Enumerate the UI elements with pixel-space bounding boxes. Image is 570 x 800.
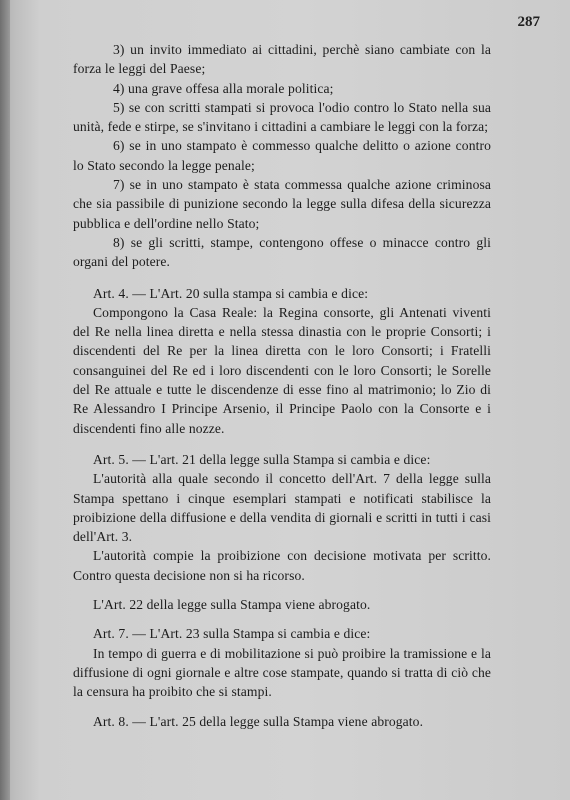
article-6-text: L'Art. 22 della legge sulla Stampa viene abrogato. xyxy=(93,597,371,613)
article-5-heading: Art. 5. — L'art. 21 della legge sulla Stampa si cambia e dice: xyxy=(93,451,431,467)
paragraph-item-3: 3) un invito immediato ai cittadini, perchè siano cambiate con la forza le leggi del Paese; xyxy=(73,42,491,77)
article-5-text-2: L'autorità compie la proibizione con decisione motivata per scritto. Contro questa decisione non si ha ricorso. xyxy=(73,548,491,583)
article-4-text: Compongono la Casa Reale: la Regina consorte, gli Antenati viventi del Re nella linea diretta e nella stessa dinastia con le proprie Consorti; i discendenti del Re per la linea diretta con le loro Consorti; i Fratelli consanguinei del Re ed i loro discendenti con le loro Consorti; le Sorelle del Re attuale e tutte le discendenze di esse fino al matrimonio; lo Zio di Re Alessandro I Principe Arsenio, il Principe Paolo con la Consorte e i discendenti fino alle nozze. xyxy=(73,304,491,436)
paragraph-item-6: 6) se in uno stampato è commesso qualche delitto o azione contro lo Stato secondo la legge penale; xyxy=(73,138,491,173)
paragraph-item-5: 5) se con scritti stampati si provoca l'odio contro lo Stato nella sua unità, fede e stirpe, se s'invitano i cittadini a cambiare le leggi con la forza; xyxy=(73,99,491,135)
paragraph-item-4: 4) una grave offesa alla morale politica; xyxy=(113,80,334,96)
book-spine-shadow xyxy=(0,0,10,800)
paragraph-item-7: 7) se in uno stampato è stata commessa qualche azione criminosa che sia passibile di punizione secondo la legge sulla difesa della sicurezza pubblica e dell'ordine nello Stato; xyxy=(73,177,491,231)
article-4-heading: Art. 4. — L'Art. 20 sulla stampa si cambia e dice: xyxy=(93,285,369,301)
article-8-text: Art. 8. — L'art. 25 della legge sulla Stampa viene abrogato. xyxy=(93,713,424,729)
article-5-text: L'autorità alla quale secondo il concetto dell'Art. 7 della legge sulla Stampa spettano i cinque esemplari stampati e notificati stabilisce la proibizione della diffusione e della vendita di giornali e scritti in tutti i casi dell'Art. 3. xyxy=(73,471,491,545)
paragraph-item-8: 8) se gli scritti, stampe, contengono offese o minacce contro gli organi del potere. xyxy=(73,234,491,270)
page-number: 287 xyxy=(517,14,540,30)
body-text xyxy=(73,40,491,731)
article-7-heading: Art. 7. — L'Art. 23 sulla Stampa si cambia e dice: xyxy=(93,626,371,642)
article-7-text: In tempo di guerra e di mobilitazione si può proibire la tramissione e la diffusione di ogni giornale e altre cose stampate, quando si tratta di ciò che la censura ha proibito che si stampi. xyxy=(73,645,491,700)
